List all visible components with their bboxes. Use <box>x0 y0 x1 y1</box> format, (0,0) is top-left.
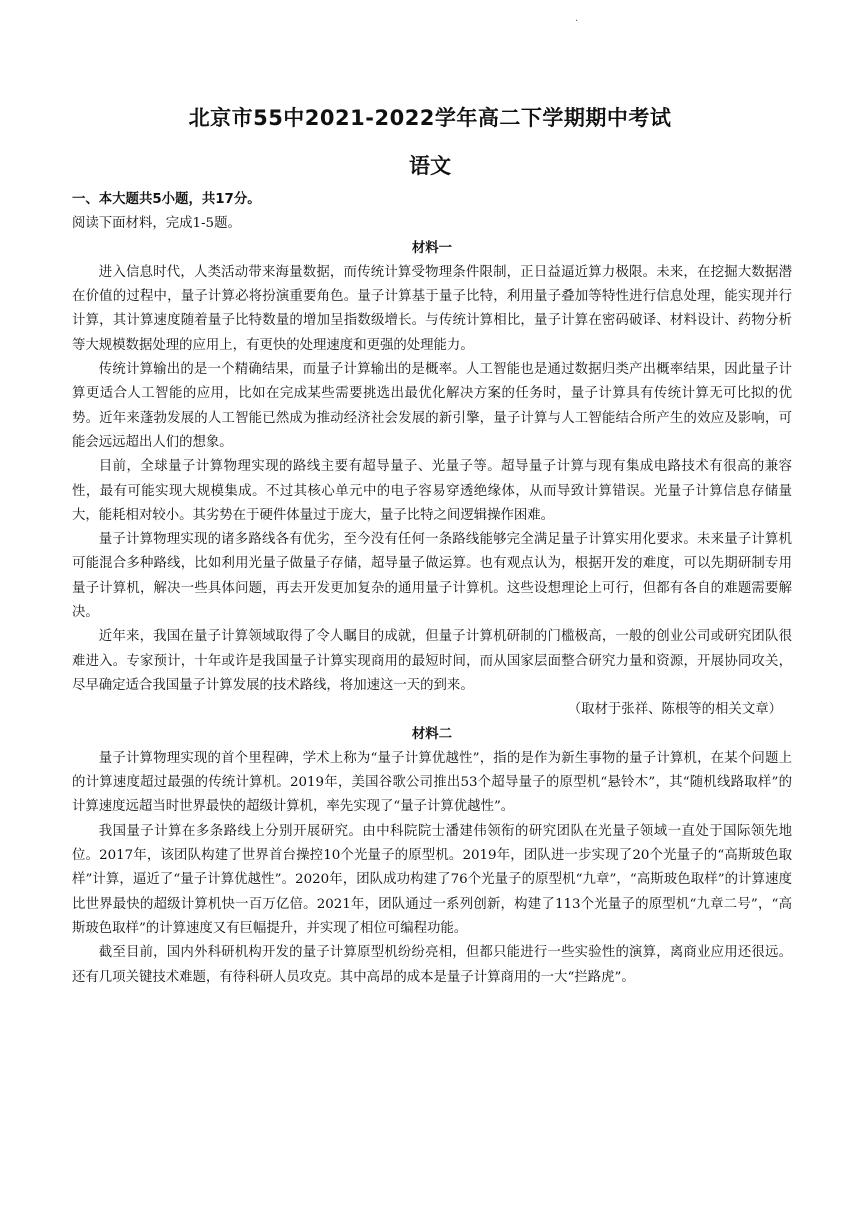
material-two-heading: 材料二 <box>411 726 453 742</box>
document-body <box>72 188 792 990</box>
material-two-paragraph: 截至目前，国内外科研机构开发的量子计算原型机纷纷亮相，但都只能进行一些实验性的演算，离商业应用还很远。还有几项关键技术难题，有待科研人员攻克。其中高昂的成本是量子计算商用的一大“拦路虎”。 <box>72 945 792 985</box>
material-one-paragraph: 进入信息时代，人类活动带来海量数据，而传统计算受物理条件限制，正日益逼近算力极限。未来，在挖掘大数据潜在价值的过程中，量子计算必将扮演重要角色。量子计算基于量子比特，利用量子叠加等特性进行信息处理，能实现并行计算，其计算速度随着量子比特数量的增加呈指数级增长。与传统计算相比，量子计算在密码破译、材料设计、药物分析等大规模数据处理的应用上，有更快的处理速度和更强的处理能力。 <box>72 264 792 353</box>
material-two-paragraph: 量子计算物理实现的首个里程碑，学术上称为“量子计算优越性”，指的是作为新生事物的量子计算机，在某个问题上的计算速度超过最强的传统计算机。2019年，美国谷歌公司推出53个超导量子的原型机“悬铃木”，其“随机线路取样”的计算速度远超当时世界最快的超级计算机，率先实现了“量子计算优越性”。 <box>72 750 792 815</box>
material-one-heading: 材料一 <box>411 240 453 256</box>
material-one-paragraph: 近年来，我国在量子计算领域取得了令人瞩目的成就，但量子计算机研制的门槛极高，一般的创业公司或研究团队很难进入。专家预计，十年或许是我国量子计算实现商用的最短时间，而从国家层面整合研究力量和资源，开展协同攻关，尽早确定适合我国量子计算发展的技术路线，将加速这一天的到来。 <box>72 629 792 693</box>
section-heading: 一、本大题共5小题，共17分。 <box>72 192 261 207</box>
material-one-paragraph: 传统计算输出的是一个精确结果，而量子计算输出的是概率。人工智能也是通过数据归类产出概率结果，因此量子计算更适合人工智能的应用，比如在完成某些需要挑选出最优化解决方案的任务时，量子计算具有传统计算无可比拟的优势。近年来蓬勃发展的人工智能已然成为推动经济社会发展的新引擎，量子计算与人工智能结合所产生的效应及影响，可能会远远超出人们的想象。 <box>72 362 792 450</box>
section-instruction: 阅读下面材料，完成1-5题。 <box>72 216 241 232</box>
header-dot: . <box>575 13 579 24</box>
material-one-paragraph: 量子计算物理实现的诸多路线各有优劣，至今没有任何一条路线能够完全满足量子计算实用化要求。未来量子计算机可能混合多种路线，比如利用光量子做量子存储，超导量子做运算。也有观点认为，根据开发的难度，可以先期研制专用量子计算机，解决一些具体问题，再去开发更加复杂的通用量子计算机。这些设想理论上可行，但都有各自的难题需要解决。 <box>72 532 792 621</box>
exam-title: 北京市55中2021-2022学年高二下学期期中考试 <box>188 106 672 130</box>
exam-subject: 语文 <box>409 154 451 178</box>
material-one-source: （取材于张祥、陈根等的相关文章） <box>567 702 782 718</box>
material-two-paragraph: 我国量子计算在多条路线上分别开展研究。由中科院院士潘建伟领衔的研究团队在光量子领域一直处于国际领先地位。2017年，该团队构建了世界首台操控10个光量子的原型机。2019年，团队进一步实现了20个光量子的“高斯玻色取样”计算，逼近了“量子计算优越性”。2020年，团队成功构建了76个光量子的原型机“九章”，“高斯玻色取样”的计算速度比世界最快的超级计算机快一百万亿倍。2021年，团队通过一系列创新，构建了113个光量子的原型机“九章二号”，“高斯玻色取样”的计算速度又有巨幅提升，并实现了相位可编程功能。 <box>72 823 792 936</box>
material-one-paragraph: 目前，全球量子计算物理实现的路线主要有超导量子、光量子等。超导量子计算与现有集成电路技术有很高的兼容性，最有可能实现大规模集成。不过其核心单元中的电子容易穿透绝缘体，从而导致计算错误。光量子计算信息存储量大，能耗相对较小。其劣势在于硬件体量过于庞大，量子比特之间逻辑操作困难。 <box>72 459 792 523</box>
